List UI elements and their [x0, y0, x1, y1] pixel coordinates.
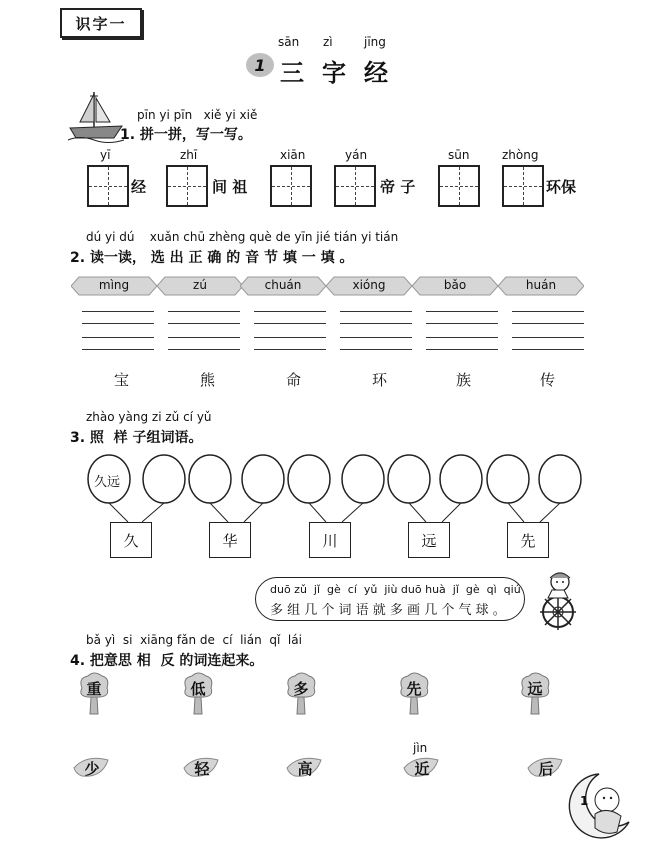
- q4-top-word-text: 先: [406, 680, 422, 698]
- q4-top-word-text: 多: [293, 680, 309, 698]
- lesson-category-tag: 识字一: [60, 8, 142, 38]
- writing-box-4[interactable]: [334, 165, 376, 207]
- q1-word-part-2: 间 祖: [212, 178, 248, 196]
- q4-bottom-word-5[interactable]: [526, 754, 566, 780]
- pinyin-writing-line[interactable]: [82, 349, 154, 350]
- q1-pinyin-item-5: sūn: [448, 148, 470, 162]
- q4-top-word-3[interactable]: [283, 672, 319, 716]
- pinyin-writing-line[interactable]: [512, 323, 584, 324]
- q1-pinyin-item-3: xiān: [280, 148, 306, 162]
- pinyin-banner-3: [240, 276, 326, 296]
- q4-bottom-word-text: 近: [414, 760, 430, 778]
- tip-text: 多 组 几 个 词 语 就 多 画 几 个 气 球 。: [270, 603, 506, 618]
- title-char-3: 经: [364, 59, 388, 87]
- tip-speech-bubble: [255, 577, 525, 621]
- pinyin-writing-line[interactable]: [168, 337, 240, 338]
- pinyin-writing-line[interactable]: [426, 337, 498, 338]
- q4-top-word-4[interactable]: [396, 672, 432, 716]
- pinyin-writing-line[interactable]: [82, 323, 154, 324]
- pinyin-banner-text: zú: [193, 278, 207, 292]
- q4-bottom-word-3[interactable]: [285, 754, 325, 780]
- q2-char-3: 命: [286, 371, 302, 389]
- q4-bottom-word-4[interactable]: [402, 754, 442, 780]
- q3-char-box-5: 先: [507, 522, 549, 558]
- q2-char-6: 传: [540, 371, 556, 389]
- q1-pinyin-item-2: zhī: [180, 148, 198, 162]
- q4-top-word-text: 远: [527, 680, 543, 698]
- balloons-illustration: [80, 452, 600, 532]
- q1-pinyin-item-1: yī: [100, 148, 111, 162]
- q3-char-box-4: 远: [408, 522, 450, 558]
- title-char-1: 三: [280, 59, 304, 87]
- tip-pinyin: duō zǔ jǐ gè cí yǔ jiù duō huà jǐ gè qì qiú: [270, 583, 521, 596]
- writing-box-3[interactable]: [270, 165, 312, 207]
- q4-top-word-text: 低: [190, 680, 206, 698]
- title-pinyin-1: sān: [278, 35, 300, 49]
- pinyin-writing-line[interactable]: [512, 337, 584, 338]
- pinyin-writing-line[interactable]: [340, 311, 412, 312]
- q4-top-word-2[interactable]: [180, 672, 216, 716]
- pinyin-banner-text: huán: [525, 278, 557, 292]
- q4-bottom-word-2[interactable]: [182, 754, 222, 780]
- writing-box-1[interactable]: [87, 165, 129, 207]
- q4-top-word-1[interactable]: [76, 672, 112, 716]
- q4-bottom-word-text: 轻: [194, 760, 210, 778]
- pinyin-banner-2: [157, 276, 243, 296]
- near-pinyin: jìn: [413, 741, 428, 755]
- pinyin-writing-line[interactable]: [254, 323, 326, 324]
- pinyin-banner-6: [498, 276, 584, 296]
- q3-char-box-2: 华: [209, 522, 251, 558]
- pinyin-writing-line[interactable]: [168, 349, 240, 350]
- q2-pinyin: dú yi dú xuǎn chū zhèng què de yīn jié tián yi tián: [86, 230, 399, 244]
- pinyin-writing-line[interactable]: [254, 349, 326, 350]
- pinyin-writing-line[interactable]: [254, 311, 326, 312]
- q1-pinyin: pīn yi pīn xiě yi xiě: [137, 108, 258, 122]
- q4-bottom-word-text: 高: [297, 760, 313, 778]
- pinyin-writing-line[interactable]: [168, 311, 240, 312]
- writing-box-6[interactable]: [502, 165, 544, 207]
- q1-pinyin-item-6: zhòng: [502, 148, 539, 162]
- q1-word-part-4: 帝 子: [380, 178, 416, 196]
- page-number: 1: [580, 794, 589, 808]
- pinyin-writing-line[interactable]: [82, 337, 154, 338]
- q4-pinyin: bǎ yì si xiāng fǎn de cí lián qǐ lái: [86, 633, 302, 647]
- q4-top-word-text: 重: [86, 680, 102, 698]
- lesson-number-badge: 1: [246, 53, 274, 77]
- q2-title: 2. 读一读， 选 出 正 确 的 音 节 填 一 填 。: [70, 250, 354, 266]
- pinyin-writing-line[interactable]: [168, 323, 240, 324]
- pinyin-writing-line[interactable]: [340, 323, 412, 324]
- q3-pinyin: zhào yàng zi zǔ cí yǔ: [86, 410, 212, 424]
- pinyin-writing-line[interactable]: [82, 311, 154, 312]
- pinyin-banner-text: mìng: [98, 278, 130, 292]
- pinyin-banner-1: [71, 276, 157, 296]
- q3-example-word: 久远: [94, 475, 121, 490]
- q1-pinyin-item-4: yán: [345, 148, 368, 162]
- q1-title: 1. 拼一拼，写一写。: [120, 127, 252, 143]
- q4-title: 4. 把意思 相 反 的词连起来。: [70, 653, 264, 669]
- writing-box-2[interactable]: [166, 165, 208, 207]
- q1-word-part-6: 环保: [546, 178, 577, 196]
- q4-bottom-word-text: 少: [84, 760, 100, 778]
- pinyin-writing-line[interactable]: [426, 349, 498, 350]
- q2-char-1: 宝: [114, 371, 130, 389]
- q3-title: 3. 照 样 子组词语。: [70, 430, 203, 446]
- pinyin-writing-line[interactable]: [340, 349, 412, 350]
- title-char-2: 字: [322, 59, 346, 87]
- pinyin-banner-text: bǎo: [443, 278, 467, 292]
- q4-bottom-word-text: 后: [538, 760, 554, 778]
- pinyin-writing-line[interactable]: [254, 337, 326, 338]
- q2-char-5: 族: [456, 371, 472, 389]
- q4-bottom-word-1[interactable]: [72, 754, 112, 780]
- sailboat-icon: [66, 88, 126, 144]
- pinyin-banner-4: [326, 276, 412, 296]
- q1-word-part-1: 经: [131, 178, 147, 196]
- pinyin-writing-line[interactable]: [426, 311, 498, 312]
- pinyin-writing-line[interactable]: [426, 323, 498, 324]
- moon-page-icon: [565, 770, 633, 844]
- q2-char-4: 环: [372, 371, 388, 389]
- sailor-child-icon: [528, 568, 588, 632]
- writing-box-5[interactable]: [438, 165, 480, 207]
- title-pinyin-3: jīng: [364, 35, 386, 49]
- pinyin-writing-line[interactable]: [512, 349, 584, 350]
- pinyin-banner-text: xióng: [352, 278, 386, 292]
- title-pinyin-2: zì: [323, 35, 333, 49]
- pinyin-writing-line[interactable]: [340, 337, 412, 338]
- pinyin-banner-text: chuán: [264, 278, 302, 292]
- q4-top-word-5[interactable]: [517, 672, 553, 716]
- q3-char-box-1: 久: [110, 522, 152, 558]
- pinyin-banner-5: [412, 276, 498, 296]
- pinyin-writing-line[interactable]: [512, 311, 584, 312]
- q2-char-2: 熊: [200, 371, 216, 389]
- q3-char-box-3: 川: [309, 522, 351, 558]
